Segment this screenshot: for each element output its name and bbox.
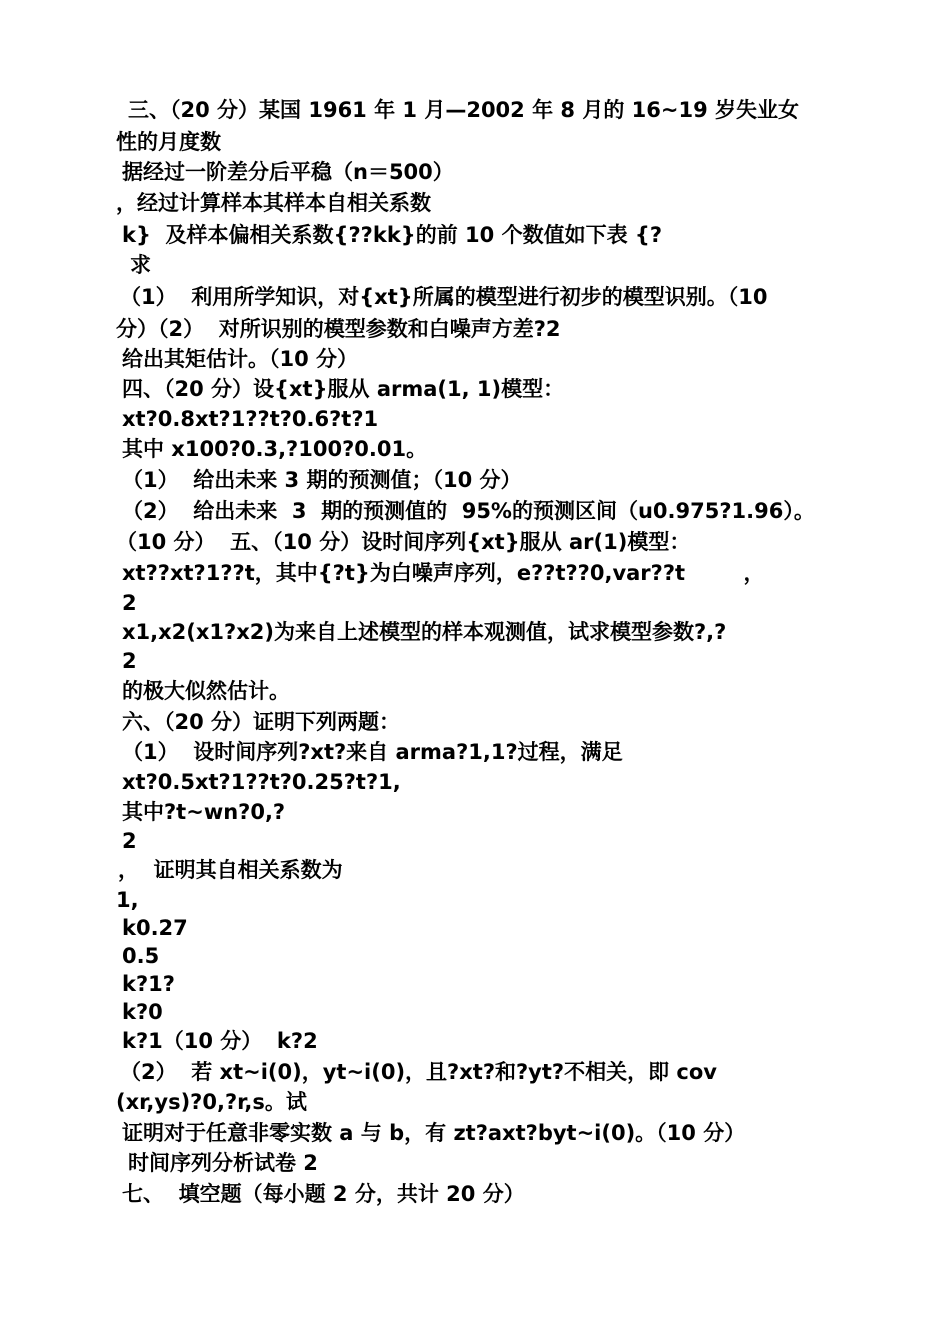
text-line: k?0 <box>122 1000 163 1024</box>
text-line: （2） 若 xt~i(0)，yt~i(0)，且?xt?和?yt?不相关，即 cov <box>120 1060 717 1084</box>
text-line: xt?0.5xt?1??t?0.25?t?1, <box>122 770 401 794</box>
text-line: 给出其矩估计。（10 分） <box>122 347 359 371</box>
text-line: xt?0.8xt?1??t?0.6?t?1 <box>122 407 379 431</box>
text-line: ，经过计算样本其样本自相关系数 <box>116 191 431 215</box>
text-line: 时间序列分析试卷 2 <box>128 1151 318 1175</box>
text-line: 的极大似然估计。 <box>122 679 290 703</box>
text-line: 其中 x100?0.3,?100?0.01。 <box>122 437 428 461</box>
text-line: 六、（20 分）证明下列两题： <box>122 710 401 734</box>
text-line: 性的月度数 <box>116 130 221 154</box>
text-line: 七、 填空题（每小题 2 分，共计 20 分） <box>122 1182 525 1206</box>
text-line: k?1（10 分） k?2 <box>122 1029 318 1053</box>
text-line: 2 <box>122 591 137 615</box>
text-line: ， 证明其自相关系数为 <box>118 858 343 882</box>
text-line: k?1? <box>122 972 175 996</box>
text-line: xt??xt?1??t，其中{?t}为白噪声序列，e??t??0,var??t ， <box>122 561 765 585</box>
text-line: x1,x2(x1?x2)为来自上述模型的样本观测值，试求模型参数?,? <box>122 620 727 644</box>
text-line: 据经过一阶差分后平稳（n＝500） <box>122 160 454 184</box>
text-line: 分）（2） 对所识别的模型参数和白噪声方差?2 <box>116 317 561 341</box>
text-line: （1） 给出未来 3 期的预测值；（10 分） <box>122 468 522 492</box>
text-line: 0.5 <box>122 944 160 968</box>
text-line: 四、（20 分）设{xt}服从 arma(1, 1)模型： <box>122 377 565 401</box>
text-line: 求 <box>130 253 151 277</box>
text-line: （10 分） 五、（10 分）设时间序列{xt}服从 ar(1)模型： <box>116 530 691 554</box>
text-line: 2 <box>122 649 137 673</box>
text-line: 三、（20 分）某国 1961 年 1 月—2002 年 8 月的 16~19 岁失业女 <box>128 98 799 122</box>
text-line: 1, <box>116 888 139 912</box>
text-line: （1） 设时间序列?xt?来自 arma?1,1?过程，满足 <box>122 740 623 764</box>
text-line: k0.27 <box>122 916 188 940</box>
text-line: 证明对于任意非零实数 a 与 b，有 zt?axt?byt~i(0)。（10 分） <box>122 1121 746 1145</box>
text-line: (xr,ys)?0,?r,s。试 <box>116 1090 307 1114</box>
text-line: （1） 利用所学知识，对{xt}所属的模型进行初步的模型识别。（10 <box>120 285 768 309</box>
text-line: 2 <box>122 829 137 853</box>
text-line: （2） 给出未来 3 期的预测值的 95%的预测区间（u0.975?1.96）。 <box>122 499 815 523</box>
text-line: 其中?t~wn?0,? <box>122 800 286 824</box>
text-line: k} 及样本偏相关系数{??kk}的前 10 个数值如下表 {? <box>122 223 663 247</box>
